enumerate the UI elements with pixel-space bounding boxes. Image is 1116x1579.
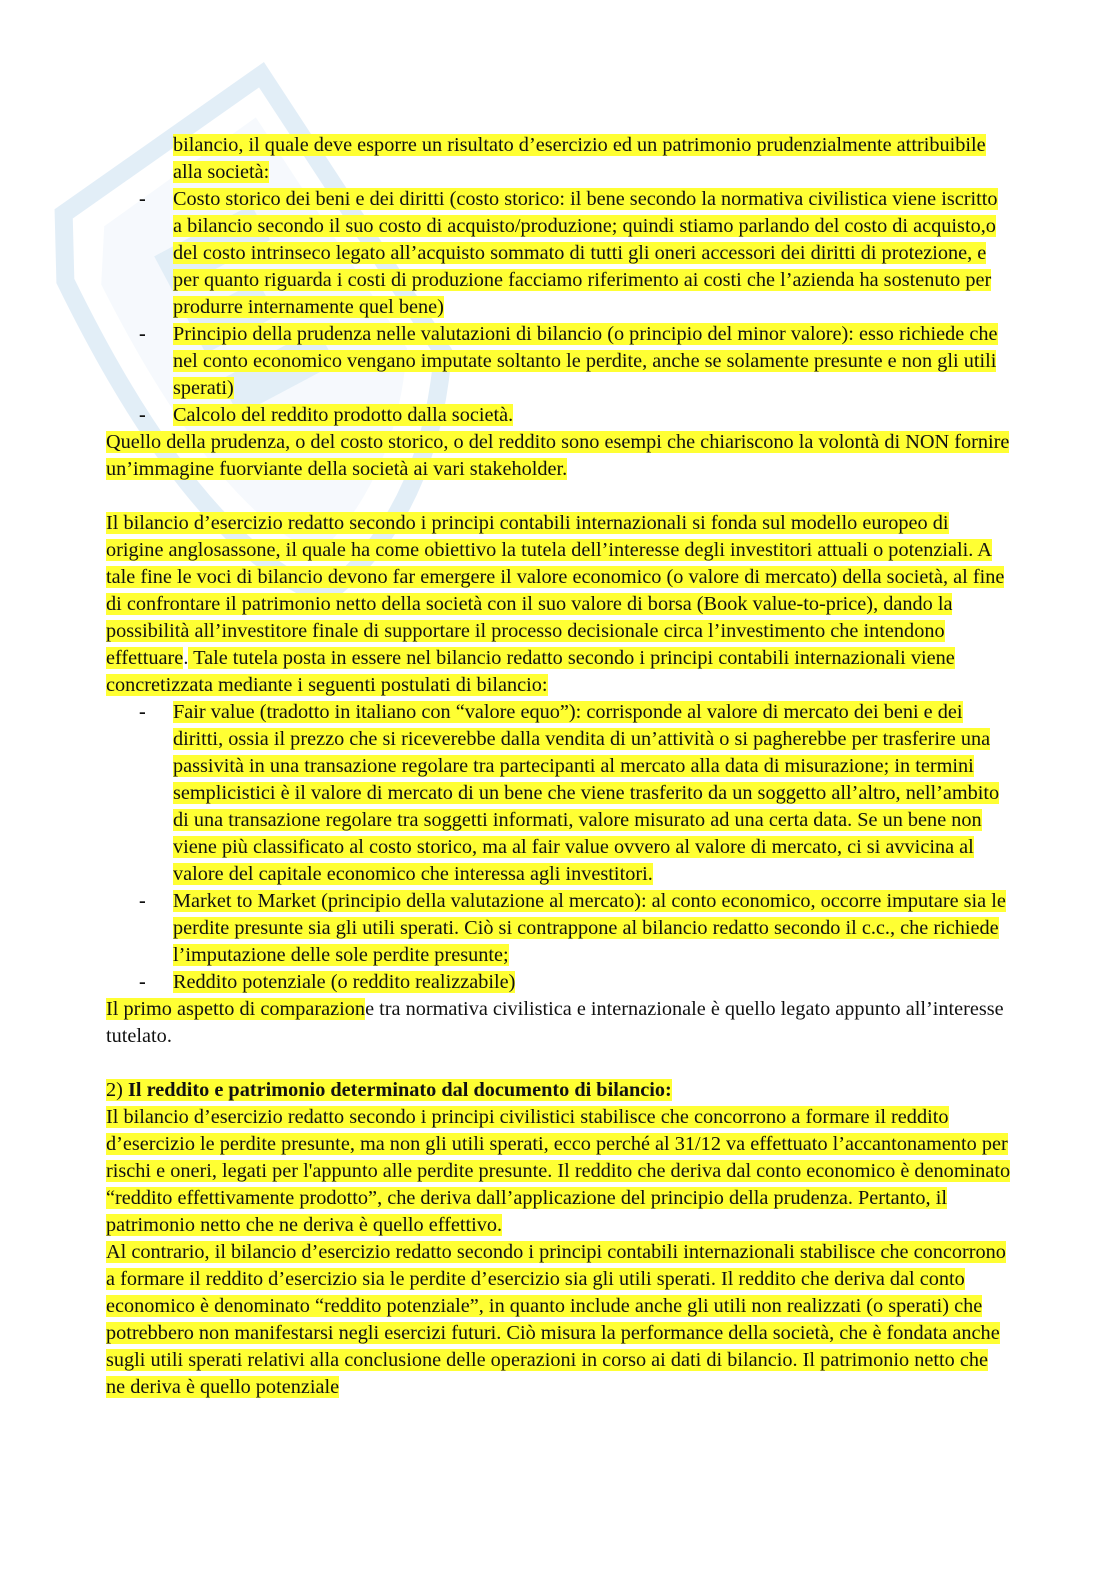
section-2-paragraph-2: Al contrario, il bilancio d’esercizio redatto secondo i principi contabili internazionali stabilisce che concorrono a formare il reddito d’esercizio sia le perdite d’esercizio sia gli utili sperati. Il reddito che deriva dal conto economico è denominato “reddito potenziale”, in quanto include anche gli utili non realizzati (o sperati) che potrebbero non manifestarsi negli esercizi futuri. Ciò misura la performance della società, che è fondata anche sugli utili sperati relativi alla conclusione delle operazioni in corso ai dati di bilancio. Il patrimonio netto che ne deriva è quello potenziale	[106, 1241, 1006, 1398]
dash-bullet-icon: -	[139, 701, 146, 723]
ias-postulates-list	[106, 699, 1011, 996]
list-item: - Fair value (tradotto in italiano con “valore equo”): corrisponde al valore di mercato dei beni e dei diritti, ossia il prezzo che si riceverebbe dalla vendita di un’attività o si pagherebbe per trasferire una passività in una transazione regolare tra partecipanti al mercato alla data di misurazione; in termini semplicistici è il valore di mercato di un bene che viene trasferito da un soggetto all’altro, nell’ambito di una transazione regolare tra soggetti informati, valore misurato ad una certa data. Se un bene non viene più classificato al costo storico, ma al fair value ovvero al valore di mercato, ci si avvicina al valore del capitale economico che interessa agli investitori.	[139, 701, 1000, 885]
list-item: - Costo storico dei beni e dei diritti (costo storico: il bene secondo la normativa civilistica viene iscritto a bilancio secondo il suo costo di acquisto/produzione; quindi stiamo parlando del costo di acquisto,o del costo intrinseco legato all’acquisto sommato di tutti gli oneri accessori dei diritti di protezione, e per quanto riguarda i costi di produzione facciamo riferimento ai costi che l’azienda ha sostenuto per produrre internamente quel bene)	[139, 188, 998, 318]
dash-bullet-icon: -	[139, 188, 146, 210]
intro-continuation: bilancio, il quale deve esporre un risultato d’esercizio ed un patrimonio prudenzialmente attribuibile alla società:	[173, 134, 986, 183]
spacer	[106, 483, 1011, 510]
list-item: - Market to Market (principio della valutazione al mercato): al conto economico, occorre imputare sia le perdite presunte sia gli utili sperati. Ciò si contrappone al bilancio redatto secondo il c.c., che richiede l’imputazione delle sole perdite presunte;	[139, 890, 1006, 966]
spacer	[106, 1050, 1011, 1077]
dash-bullet-icon: -	[139, 404, 146, 426]
dash-bullet-icon: -	[139, 971, 146, 993]
ias-paragraph: Il bilancio d’esercizio redatto secondo i principi contabili internazionali si fonda sul modello europeo di origine anglosassone, il quale ha come obiettivo la tutela dell’interesse degli investitori attuali o potenziali. A tale fine le voci di bilancio devono far emergere il valore economico (o valore di mercato) della società, al fine di confrontare il patrimonio netto della società con il suo valore di borsa (Book value-to-price), dando la possibilità all’investitore finale di supportare il processo decisionale circa l’investimento che intendono effettuare. Tale tutela posta in essere nel bilancio redatto secondo i principi contabili internazionali viene concretizzata mediante i seguenti postulati di bilancio:	[106, 512, 1005, 696]
section-2-heading: 2) Il reddito e patrimonio determinato dal documento di bilancio:	[106, 1079, 672, 1101]
prudence-paragraph: Quello della prudenza, o del costo storico, o del reddito sono esempi che chiariscono la volontà di NON fornire un’immagine fuorviante della società ai vari stakeholder.	[106, 431, 1010, 480]
dash-bullet-icon: -	[139, 890, 146, 912]
comparison-paragraph: Il primo aspetto di comparazione tra normativa civilistica e internazionale è quello legato appunto all’interesse tutelato.	[106, 998, 1004, 1047]
list-item: - Principio della prudenza nelle valutazioni di bilancio (o principio del minor valore): esso richiede che nel conto economico vengano imputate soltanto le perdite, anche se solamente presunte e non gli utili sperati)	[139, 323, 998, 399]
dash-bullet-icon: -	[139, 323, 146, 345]
list-item: - Calcolo del reddito prodotto dalla società.	[106, 402, 1011, 429]
list-item: - Reddito potenziale (o reddito realizzabile)	[106, 969, 1011, 996]
document-body	[106, 132, 1011, 1401]
section-2-paragraph-1: Il bilancio d’esercizio redatto secondo i principi civilistici stabilisce che concorrono a formare il reddito d’esercizio le perdite presunte, ma non gli utili sperati, ecco perché al 31/12 va effettuato l’accantonamento per rischi e oneri, legati per l'appunto alle perdite presunte. Il reddito che deriva dal conto economico è denominato “reddito effettivamente prodotto”, che deriva dall’applicazione del principio della prudenza. Pertanto, il patrimonio netto che ne deriva è quello effettivo.	[106, 1106, 1011, 1236]
civil-principles-list	[106, 186, 1011, 429]
